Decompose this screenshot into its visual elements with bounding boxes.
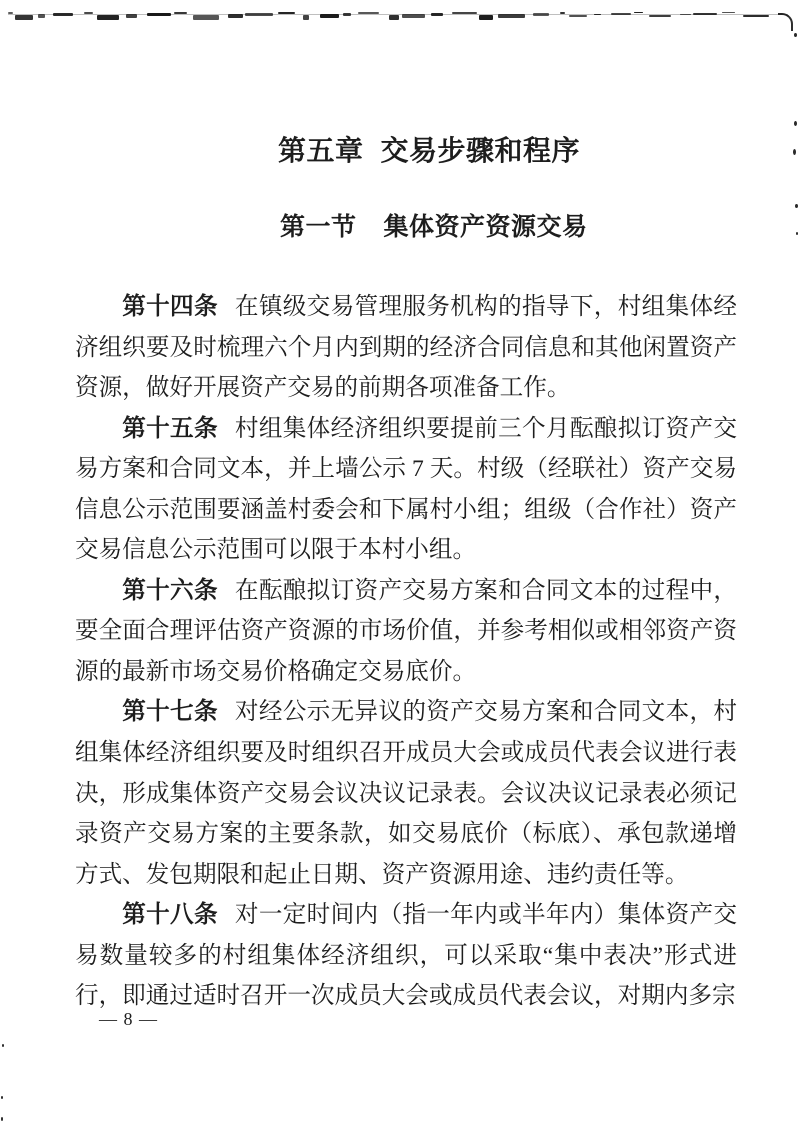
scan-edge-dash (452, 12, 477, 14)
scan-edge-dash (38, 14, 45, 18)
scan-edge-dash (479, 15, 493, 20)
article-text: 在酝酿拟订资产交易方案和合同文本的过程中，要全面合理评估资产资源的市场价值，并参考相似或相邻资产资源的最新市场交易价格确定交易底价。 (75, 577, 738, 685)
scan-edge-dash (228, 14, 243, 18)
article-label: 第十七条 (122, 699, 218, 726)
scan-edge-dash (634, 12, 643, 13)
scan-edge-dash (8, 12, 13, 14)
article-text: 村组集体经济组织要提前三个月酝酿拟订资产交易方案和合同文本，并上墙公示 7 天。村级（经联社）资产交易信息公示范围要涵盖村委会和下属村小组；组级（合作社）资产交易信息公示范围可以限于本村小组。 (75, 415, 738, 564)
scan-edge-dash (343, 13, 351, 16)
scan-edge-dash (97, 15, 119, 20)
article-text: 在镇级交易管理服务机构的指导下，村组集体经济组织要及时梳理六个月内到期的经济合同信息和其他闲置资产资源，做好开展资产交易的前期各项准备工作。 (75, 294, 738, 402)
scan-edge-dash (649, 15, 671, 17)
scan-edge-artifact (6, 8, 794, 34)
scan-edge-hook (778, 13, 793, 31)
scan-edge-dash (693, 13, 717, 15)
article-text: 对一定时间内（指一年内或半年内）集体资产交易数量较多的村组集体经济组织，可以采取“集中表决”形式进行，即通过适时召开一次成员大会或成员代表会议，对期内多宗 (75, 902, 738, 1010)
section-number: 第一节 (280, 214, 357, 241)
article-text: 对经公示无异议的资产交易方案和合同文本，村组集体经济组织要及时组织召开成员大会或成员代表会议进行表决，形成集体资产交易会议决议记录表。会议决议记录表必须记录资产交易方案的主要条款，如交易底价（标底）、承包款递增方式、发包期限和起止日期、资产资源用途、违约责任等。 (75, 699, 738, 888)
scan-edge-dash (278, 12, 295, 14)
scan-edge-dash (722, 12, 735, 13)
scan-edge-dash (147, 13, 171, 16)
scan-speckle (793, 149, 796, 155)
scan-edge-dash (358, 12, 379, 14)
scan-edge-dash (15, 15, 33, 20)
article-paragraph (75, 895, 737, 1017)
scan-speckle (1, 1117, 3, 1121)
chapter-title: 交易步骤和程序 (380, 136, 581, 167)
scan-edge-dash (431, 13, 443, 16)
scan-edge-dash (402, 14, 425, 18)
scan-edge-dash (594, 14, 601, 15)
scan-edge-dash (498, 14, 525, 18)
article-paragraph (75, 571, 737, 693)
scan-edge-dash (53, 13, 73, 16)
scan-speckle (794, 33, 797, 37)
scan-edge-dash (611, 13, 631, 15)
scan-edge-dash (174, 12, 187, 14)
scan-edge-dash (84, 12, 93, 14)
chapter-number: 第五章 (278, 136, 364, 167)
chapter-heading (278, 138, 580, 166)
scan-edge-dash (193, 15, 219, 20)
article-label: 第十五条 (122, 415, 218, 442)
article-label: 第十六条 (122, 577, 218, 604)
scan-edge-dash (560, 12, 565, 14)
article-paragraph (75, 287, 737, 409)
article-body (75, 287, 737, 1017)
scan-edge-dash (303, 15, 309, 20)
scan-speckle (796, 232, 798, 235)
scan-speckle (1, 1096, 3, 1099)
scan-edge-dash (245, 13, 273, 16)
article-paragraph (75, 409, 737, 571)
scan-speckle (794, 121, 797, 126)
scan-edge-dash (389, 15, 399, 20)
scan-edge-dash (680, 14, 691, 15)
section-title: 集体资产资源交易 (383, 214, 588, 241)
scan-edge-dash (126, 14, 137, 18)
scan-speckle (2, 1044, 4, 1047)
scan-edge-dash (533, 13, 549, 16)
scan-edge-dash (569, 15, 587, 17)
scan-speckle (795, 204, 798, 208)
scan-edge-dash (320, 14, 339, 18)
page-number: — 8 — (99, 1009, 158, 1029)
article-paragraph (75, 692, 737, 895)
scan-edge-dash (743, 15, 769, 17)
article-label: 第十四条 (122, 294, 218, 320)
article-label: 第十八条 (122, 902, 218, 929)
section-heading (280, 215, 588, 240)
